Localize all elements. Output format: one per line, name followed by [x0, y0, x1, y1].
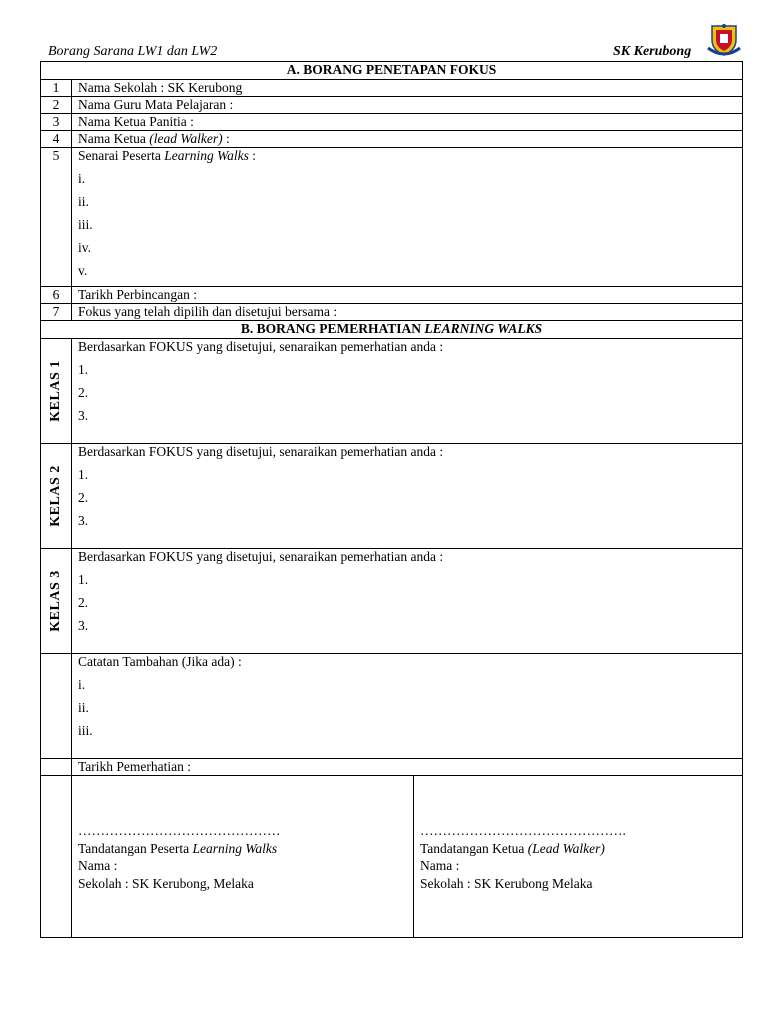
- lead-walker-label-suffix: :: [222, 131, 230, 146]
- signature-name: Nama :: [78, 858, 118, 873]
- list-item: ii.: [78, 700, 89, 715]
- section-b-title: B. BORANG PEMERHATIAN LEARNING WALKS: [41, 321, 743, 339]
- lead-walker-label: Nama Ketua: [78, 131, 150, 146]
- signature-line: ……………………………………….: [420, 823, 626, 838]
- row-number: 7: [41, 304, 72, 321]
- list-item: iv.: [78, 240, 91, 255]
- list-item: ii.: [78, 194, 89, 209]
- observation-prompt: Berdasarkan FOKUS yang disetujui, senaraikan pemerhatian anda :: [78, 339, 444, 354]
- list-item: 1.: [78, 362, 89, 377]
- class-1-label: KELAS 1: [48, 360, 63, 422]
- lead-walker-label-italic: (lead Walker): [149, 131, 223, 146]
- lead-walker-field[interactable]: [72, 131, 743, 148]
- additional-notes-field[interactable]: [72, 654, 743, 759]
- row-number: 6: [41, 287, 72, 304]
- observation-prompt: Berdasarkan FOKUS yang disetujui, senaraikan pemerhatian anda :: [78, 444, 444, 459]
- school-crest-logo: [706, 22, 742, 58]
- signature-title: Tandatangan Ketua (Lead Walker): [420, 840, 605, 856]
- observation-prompt: Berdasarkan FOKUS yang disetujui, senaraikan pemerhatian anda :: [78, 549, 444, 564]
- class-2-label-cell: [41, 444, 72, 549]
- list-item: 3.: [78, 618, 89, 633]
- class-3-label-cell: [41, 549, 72, 654]
- participant-signature-block[interactable]: [72, 776, 414, 938]
- discussion-date-field[interactable]: Tarikh Perbincangan :: [72, 287, 743, 304]
- list-item: i.: [78, 171, 86, 186]
- notes-number-cell: [41, 654, 72, 759]
- notes-label: Catatan Tambahan (Jika ada) :: [78, 654, 242, 669]
- school-name-field[interactable]: Nama Sekolah : SK Kerubong: [72, 80, 743, 97]
- signature-line: ………………………………………: [78, 823, 281, 838]
- row-number: 1: [41, 80, 72, 97]
- list-item: 2.: [78, 595, 89, 610]
- signature-school: Sekolah : SK Kerubong, Melaka: [78, 875, 254, 891]
- participants-label: Senarai Peserta Learning Walks :: [78, 148, 256, 163]
- observation-date-field[interactable]: Tarikh Pemerhatian :: [72, 759, 743, 776]
- section-a-title: A. BORANG PENETAPAN FOKUS: [41, 62, 743, 80]
- class-1-label-cell: [41, 339, 72, 444]
- school-name-header: SK Kerubong: [613, 44, 692, 59]
- list-item: 1.: [78, 572, 89, 587]
- class-2-label: KELAS 2: [48, 465, 63, 527]
- row-number: 3: [41, 114, 72, 131]
- focus-observation-form: [40, 61, 743, 938]
- signature-number-cell: [41, 776, 72, 938]
- list-item: 2.: [78, 490, 89, 505]
- list-item: 3.: [78, 513, 89, 528]
- signature-name: Nama :: [420, 858, 460, 873]
- lead-walker-signature-block[interactable]: [414, 776, 743, 938]
- list-item: iii.: [78, 217, 93, 232]
- list-item: 2.: [78, 385, 89, 400]
- row-number: 2: [41, 97, 72, 114]
- class-3-label: KELAS 3: [48, 570, 63, 632]
- signature-title: Tandatangan Peserta Learning Walks: [78, 840, 278, 856]
- subject-teacher-field[interactable]: Nama Guru Mata Pelajaran :: [72, 97, 743, 114]
- date-number-cell: [41, 759, 72, 776]
- signature-school: Sekolah : SK Kerubong Melaka: [420, 875, 593, 891]
- list-item: 3.: [78, 408, 89, 423]
- list-item: iii.: [78, 723, 93, 738]
- class-3-observation-field[interactable]: [72, 549, 743, 654]
- participants-list-field[interactable]: [72, 148, 743, 287]
- list-item: i.: [78, 677, 86, 692]
- form-code-title: Borang Sarana LW1 dan LW2: [48, 44, 218, 59]
- list-item: 1.: [78, 467, 89, 482]
- class-1-observation-field[interactable]: [72, 339, 743, 444]
- list-item: v.: [78, 263, 88, 278]
- agreed-focus-field[interactable]: Fokus yang telah dipilih dan disetujui bersama :: [72, 304, 743, 321]
- row-number: 4: [41, 131, 72, 148]
- row-number: 5: [41, 148, 72, 287]
- class-2-observation-field[interactable]: [72, 444, 743, 549]
- panel-head-field[interactable]: Nama Ketua Panitia :: [72, 114, 743, 131]
